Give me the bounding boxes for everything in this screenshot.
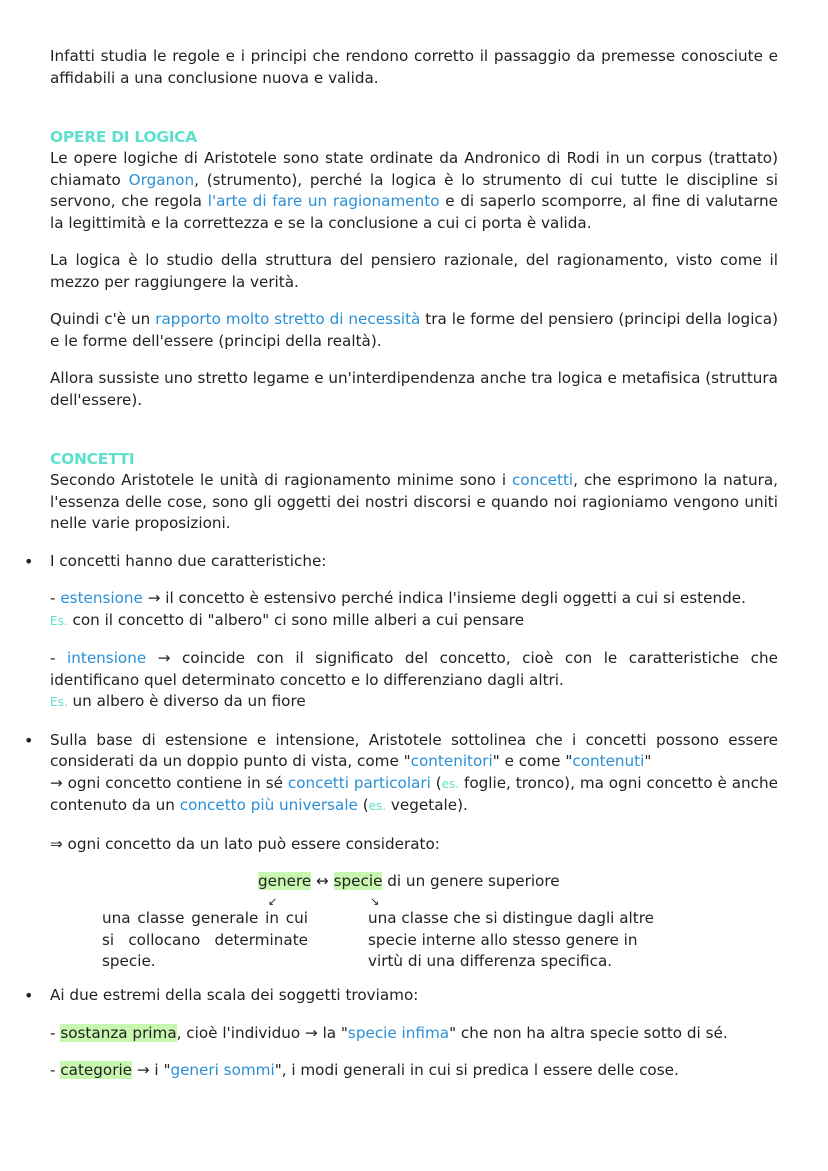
term-genere: genere <box>258 872 312 890</box>
term-rapporto-necessita: rapporto molto stretto di necessità <box>155 310 421 328</box>
genere-description: una classe generale in cui si collocano determinate specie. <box>102 909 308 970</box>
es-label-small: es. <box>441 776 460 791</box>
bullet-estremi-scala: • Ai due estremi della scala dei soggetti troviamo: <box>50 985 778 1007</box>
estensione-item: - estensione → il concetto è estensivo perché indica l'insieme degli oggetti a cui si estende. Es. con il concetto di "albero" ci sono mille alberi a cui pensare <box>50 589 746 629</box>
es-label-small: es. <box>368 799 387 813</box>
term-concetti: concetti <box>512 471 574 489</box>
opere-paragraph-3: Quindi c'è un rapporto molto stretto di necessità tra le forme del pensiero (principi della logica) e le forme dell'essere (principi della realtà). <box>50 310 778 350</box>
es-label: Es. <box>50 695 68 709</box>
opere-paragraph-4: Allora sussiste uno stretto legame e un'interdipendenza anche tra logica e metafisica (struttura dell'essere). <box>50 369 778 409</box>
term-contenuti: contenuti <box>572 752 645 770</box>
term-concetti-particolari: concetti particolari <box>287 773 431 792</box>
term-generi-sommi: generi sommi <box>170 1061 275 1079</box>
arrow-down-left-icon: ↙ <box>268 895 278 908</box>
document-page <box>50 46 778 1082</box>
opere-paragraph-1: Le opere logiche di Aristotele sono state ordinate da Andronico di Rodi in un corpus (trattato) chiamato Organon, (strumento), perché la logica è lo strumento di cui tutte le discipline si servono, che regola l'arte di fare un ragionamento e di saperlo scomporre, al fine di valutarne la legittimità e la correttezza e se la conclusione a cui ci porta è valida. <box>50 149 778 232</box>
genere-specie-diagram <box>50 871 778 969</box>
heading-concetti: CONCETTI <box>50 450 135 468</box>
term-categorie: categorie <box>60 1061 133 1079</box>
term-specie-infima: specie infima <box>347 1023 450 1042</box>
intensione-item: - intensione → coincide con il significato del concetto, cioè con le caratteristiche che identificano quel determinato concetto e lo differenziano dagli altri. Es. un albero è diverso da un fiore <box>50 649 778 710</box>
term-concetto-universale: concetto più universale <box>179 796 358 814</box>
arrow-down-right-icon: ↘ <box>370 895 380 908</box>
categorie-item: - categorie → i "generi sommi", i modi generali in cui si predica l essere delle cose. <box>50 1061 679 1079</box>
heading-opere-di-logica: OPERE DI LOGICA <box>50 128 197 146</box>
term-specie: specie <box>333 872 383 890</box>
es-label: Es. <box>50 613 68 628</box>
term-intensione: intensione <box>67 649 147 667</box>
bullet-contenitori-contenuti: • Sulla base di estensione e intensione, Aristotele sottolinea che i concetti possono essere considerati da un doppio punto di vista, come "contenitori" e come "contenuti" → ogni concetto contiene in sé concetti particolari (es. foglie, tronco), ma ogni concetto è anche contenuto da un concetto più universale (es. vegetale). <box>50 730 778 818</box>
opere-paragraph-2: La logica è lo studio della struttura del pensiero razionale, del ragionamento, visto come il mezzo per raggiungere la verità. <box>50 251 778 291</box>
term-contenitori: contenitori <box>410 752 493 770</box>
bullet-caratteristiche: • I concetti hanno due caratteristiche: <box>50 551 778 573</box>
term-estensione: estensione <box>60 589 143 607</box>
specie-description: una classe che si distingue dagli altre specie interne allo stesso genere in virtù di una differenza specifica. <box>368 909 654 970</box>
intro-paragraph: Infatti studia le regole e i principi che rendono corretto il passaggio da premesse conosciute e affidabili a una conclusione nuova e valida. <box>50 47 778 87</box>
concetti-paragraph-1: Secondo Aristotele le unità di ragionamento minime sono i concetti, che esprimono la natura, l'essenza delle cose, sono gli oggetti dei nostri discorsi e quando noi ragioniamo vengono uniti nelle varie proposizioni. <box>50 471 778 532</box>
diagram-top-line: genere ↔ specie di un genere superiore <box>258 872 560 890</box>
considerato-line: ⇒ ogni concetto da un lato può essere considerato: <box>50 834 440 853</box>
term-arte-ragionamento: l'arte di fare un ragionamento <box>207 192 440 210</box>
term-sostanza-prima: sostanza prima <box>60 1023 177 1042</box>
sostanza-prima-item: - sostanza prima, cioè l'individuo → la "specie infima" che non ha altra specie sotto di sé. <box>50 1023 728 1042</box>
term-organon: Organon <box>128 170 195 189</box>
